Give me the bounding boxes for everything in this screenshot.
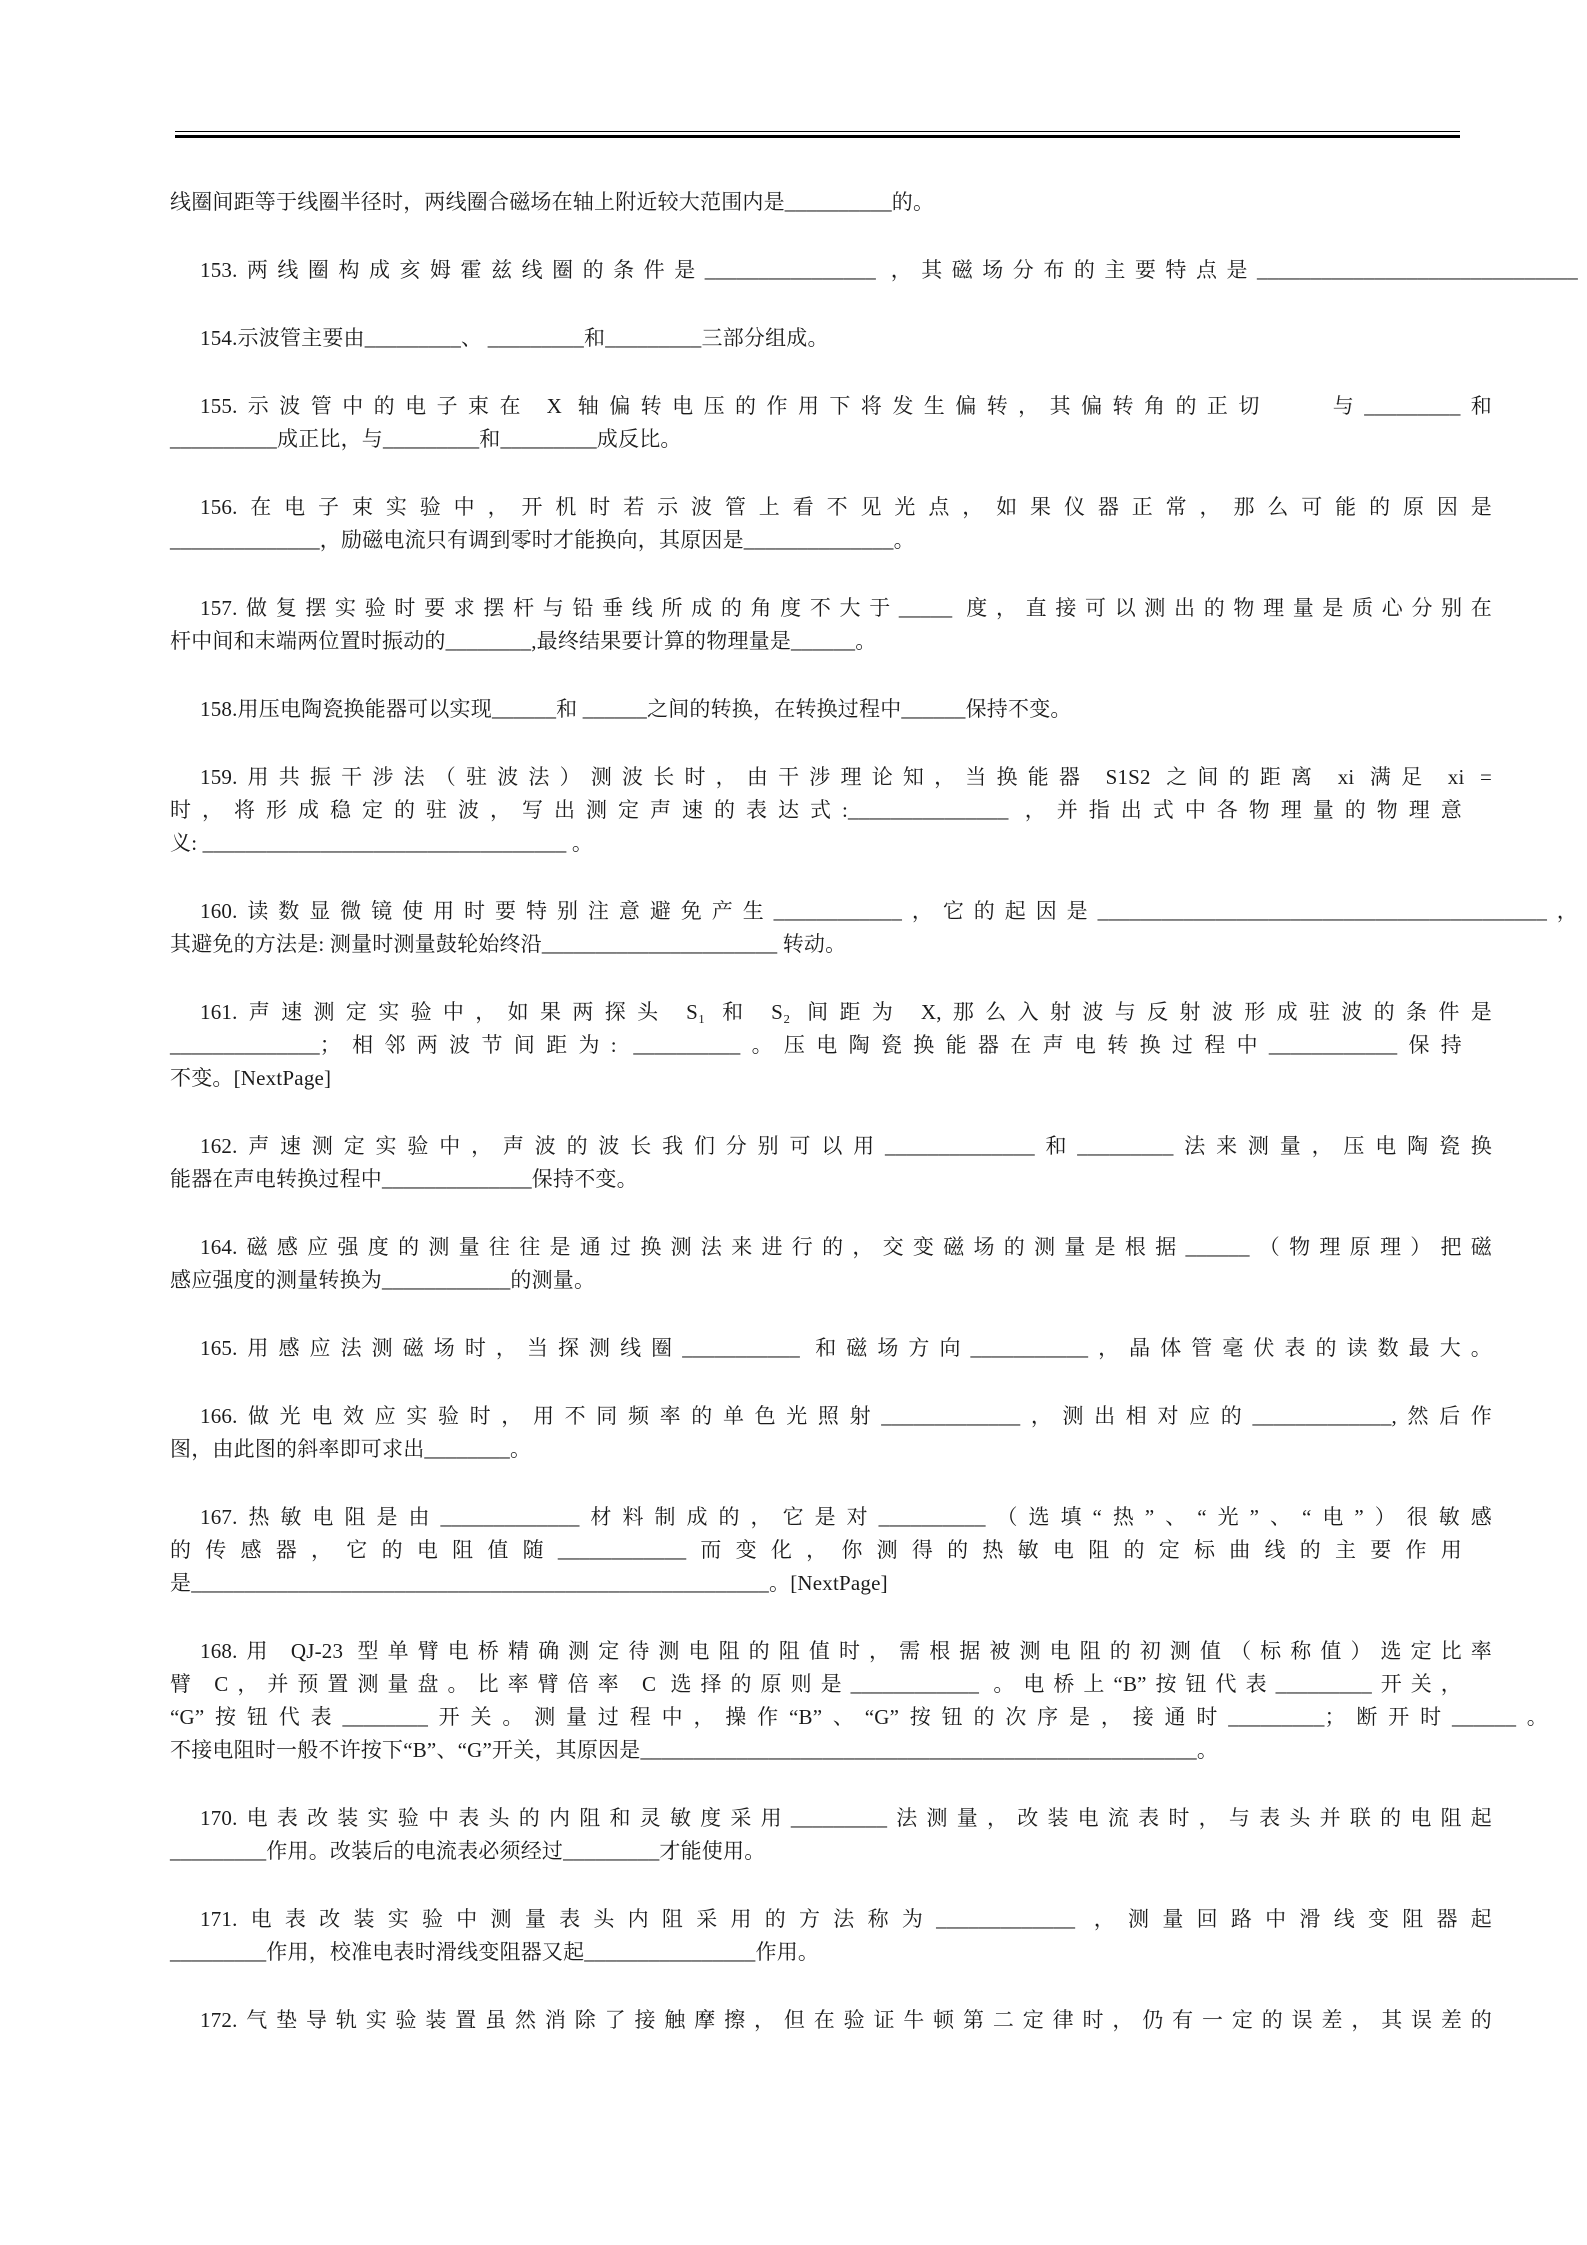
question-line: ______________；相邻两波节间距为: __________。压电陶瓷换能器在声电转换过程中____________保持 <box>170 1033 1462 1057</box>
page-top-rule <box>175 131 1460 138</box>
question-line: 157.做复摆实验时要求摆杆与铅垂线所成的角度不大于_____ 度，直接可以测出的物理量是质心分别在 <box>200 596 1492 620</box>
question-line: 其避免的方法是: 测量时测量鼓轮始终沿______________________ 转动。 <box>170 932 847 956</box>
question-line: 162.声速测定实验中，声波的波长我们分别可以用______________和_________法来测量，压电陶瓷换 <box>200 1134 1492 1158</box>
question-line: 156.在电子束实验中，开机时若示波管上看不见光点，如果仪器正常，那么可能的原因是 <box>200 495 1492 519</box>
question-line: 172.气垫导轨实验装置虽然消除了接触摩擦，但在验证牛顿第二定律时，仍有一定的误差，其误差的 <box>200 2008 1492 2032</box>
question-line: 158.用压电陶瓷换能器可以实现______和 ______之间的转换，在转换过程中______保持不变。 <box>200 697 1072 721</box>
question-line: 线圈间距等于线圈半径时，两线圈合磁场在轴上附近较大范围内是__________的。 <box>170 190 935 214</box>
question-paragraph <box>170 322 1550 355</box>
question-paragraph <box>170 1501 1550 1600</box>
question-line: _________作用，校准电表时滑线变阻器又起________________作用。 <box>170 1940 820 1964</box>
question-line: 不变。[NextPage] <box>170 1066 332 1090</box>
question-paragraph <box>170 1332 1550 1365</box>
question-line: 的传感器，它的电阻值随____________而变化，你测得的热敏电阻的定标曲线的主要作用 <box>170 1538 1462 1562</box>
question-line: ______________，励磁电流只有调到零时才能换向，其原因是______________。 <box>170 528 915 552</box>
question-paragraph <box>170 592 1550 658</box>
question-paragraph <box>170 491 1550 557</box>
question-line: 159.用共振干涉法（驻波法）测波长时，由干涉理论知，当换能器 S1S2 之间的距离 xi 满足 xi = <box>200 765 1492 789</box>
question-line: 168.用 QJ-23 型单臂电桥精确测定待测电阻的阻值时，需根据被测电阻的初测值（标称值）选定比率 <box>200 1639 1492 1663</box>
question-line: 感应强度的测量转换为____________的测量。 <box>170 1268 596 1292</box>
question-paragraph <box>170 1635 1550 1767</box>
question-line: 义: __________________________________ 。 <box>170 831 594 855</box>
question-paragraph <box>170 1231 1550 1297</box>
question-line: 臂 C，并预置测量盘。比率臂倍率 C 选择的原则是____________ 。电桥上“B”按钮代表_________开关， <box>170 1672 1462 1696</box>
question-line: 170.电表改装实验中表头的内阻和灵敏度采用_________法测量，改装电流表时，与表头并联的电阻起 <box>200 1806 1492 1830</box>
question-line: _________作用。改装后的电流表必须经过_________才能使用。 <box>170 1839 766 1863</box>
question-paragraph <box>170 895 1578 961</box>
question-line: 167.热敏电阻是由_____________材料制成的，它是对__________（选填“热”、“光”、“电”）很敏感 <box>200 1505 1492 1529</box>
question-line: 能器在声电转换过程中______________保持不变。 <box>170 1167 638 1191</box>
question-line: 时，将形成稳定的驻波，写出测定声速的表达式:_______________ ，并指出式中各物理量的物理意 <box>170 798 1462 822</box>
question-line: 155.示波管中的电子束在 X 轴偏转电压的作用下将发生偏转，其偏转角的正切 与_________和 <box>200 394 1492 418</box>
question-line: 杆中间和末端两位置时振动的________,最终结果要计算的物理量是______。 <box>170 629 877 653</box>
question-paragraph <box>170 1903 1550 1969</box>
question-line: 图，由此图的斜率即可求出________。 <box>170 1437 532 1461</box>
question-line: 165.用感应法测磁场时，当探测线圈___________ 和磁场方向___________，晶体管毫伏表的读数最大。 <box>200 1336 1492 1360</box>
question-paragraph <box>170 186 1550 219</box>
question-line: 164.磁感应强度的测量往往是通过换测法来进行的，交变磁场的测量是根据______（物理原理）把磁 <box>200 1235 1492 1259</box>
question-paragraph <box>170 1130 1550 1196</box>
question-line: 166.做光电效应实验时，用不同频率的单色光照射_____________，测出相对应的_____________,然后作 <box>200 1404 1492 1428</box>
question-line: 154.示波管主要由_________、 _________和_________三部分组成。 <box>200 326 829 350</box>
question-paragraph <box>170 693 1550 726</box>
question-line: 160.读数显微镜使用时要特别注意避免产生____________，它的起因是__________________________________________， <box>200 899 1578 923</box>
question-paragraph <box>170 761 1550 860</box>
question-paragraph <box>170 390 1550 456</box>
question-line: __________成正比，与_________和_________成反比。 <box>170 427 682 451</box>
question-line: “G”按钮代表________开关。测量过程中，操作“B”、“G”按钮的次序是，接通时_________；断开时______。 <box>170 1705 1548 1729</box>
question-paragraph <box>170 996 1550 1095</box>
question-line: 不接电阻时一般不许按下“B”、“G”开关，其原因是____________________________________________________。 <box>170 1738 1219 1762</box>
question-paragraph <box>170 1802 1550 1868</box>
question-line: 161.声速测定实验中，如果两探头 S₁ 和 S₂ 间距为 X,那么入射波与反射波形成驻波的条件是 <box>200 1000 1492 1024</box>
document-body <box>170 186 1578 2072</box>
question-paragraph <box>170 254 1578 287</box>
question-paragraph <box>170 1400 1550 1466</box>
question-line: 153.两线圈构成亥姆霍兹线圈的条件是________________ ，其磁场分布的主要特点是______________________________ <box>200 258 1578 282</box>
question-paragraph <box>170 2004 1550 2037</box>
question-line: 是______________________________________________________。[NextPage] <box>170 1571 888 1595</box>
question-line: 171.电表改装实验中测量表头内阻采用的方法称为_____________ ，测量回路中滑线变阻器起 <box>200 1907 1492 1931</box>
